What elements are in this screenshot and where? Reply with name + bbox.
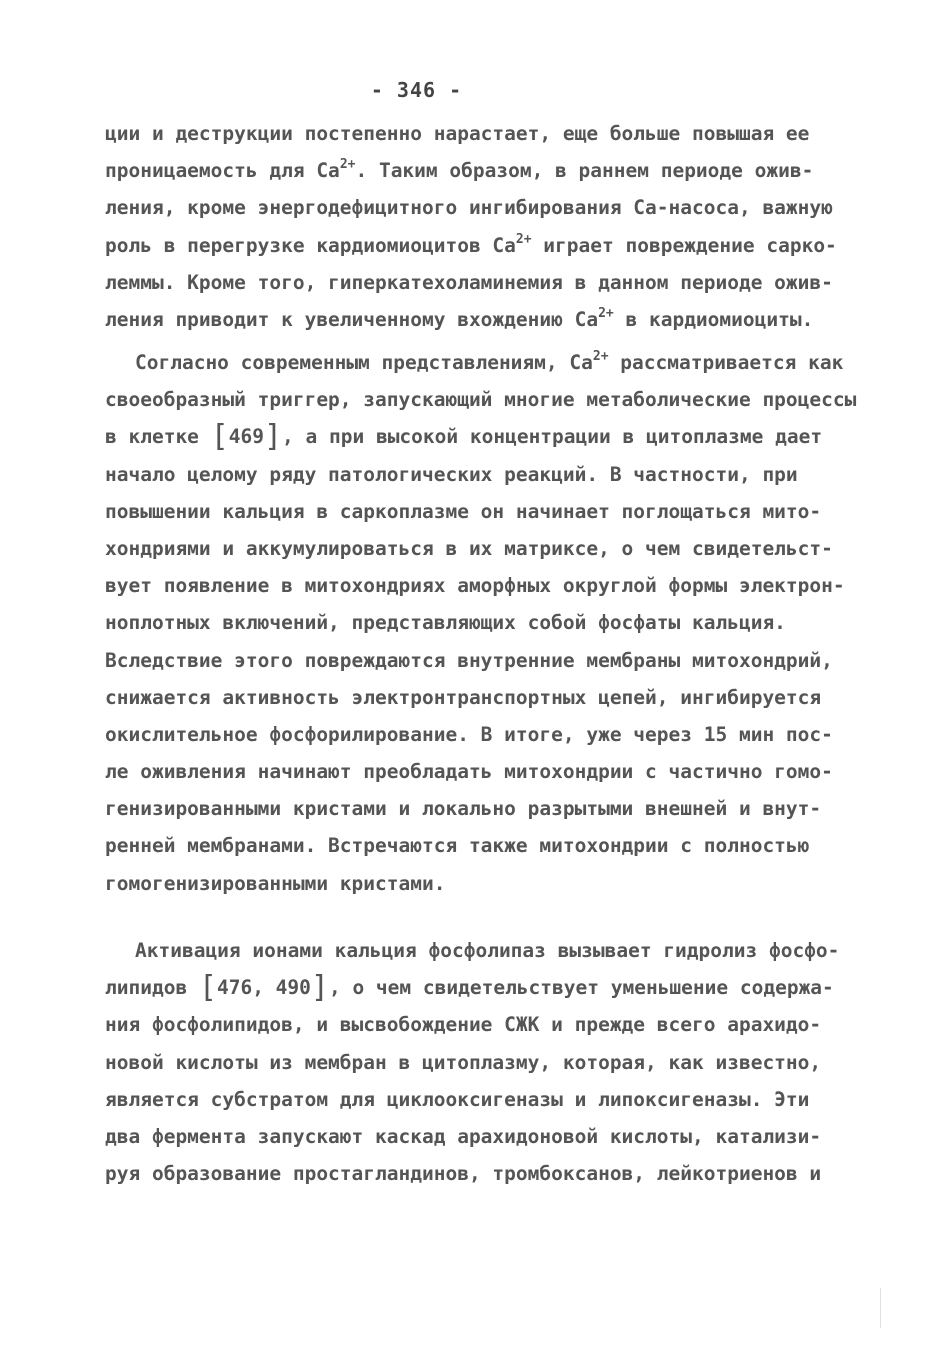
scan-margin-mark: [880, 1288, 881, 1328]
superscript: 2+: [598, 305, 614, 321]
text-line: Согласно современным представлениям, $Ca^{2+}$ рассматривается как: [135, 349, 844, 374]
text-line: хондриями и аккумулироваться в их матриксе, о чем свидетельст-: [105, 536, 833, 560]
text-line: окислительное фосфорилирование. В итоге, уже через 15 мин пос-: [105, 722, 833, 746]
text-line: проницаемость для $Ca^{2+}$. Таким образом, в раннем периоде ожив-: [105, 157, 814, 183]
text-line: ции и деструкции постепенно нарастает, еще больше повышая ее: [105, 122, 810, 145]
text-line: руя образование простагландинов, тромбоксанов, лейкотриенов и: [105, 1162, 822, 1186]
text-line: леммы. Кроме того, гиперкатехоламинемия в данном периоде ожив-: [105, 270, 833, 294]
text-line: два фермента запускают каскад арахидоновой кислоты, катализи-: [105, 1124, 822, 1148]
text-line: в клетке [469], а при высокой концентрации в цитоплазме дает: [105, 419, 823, 455]
text-line: Вследствие этого повреждаются внутренние мембраны митохондрий,: [105, 648, 833, 672]
text-line: Активация ионами кальция фосфолипаз вызывает гидролиз фосфо-: [135, 939, 840, 962]
citation-reference: 469: [228, 425, 264, 449]
text-line: своеобразный триггер, запускающий многие метаболические процессы: [105, 388, 857, 412]
text-line: ренней мембранами. Встречаются также митохондрии с полностью: [105, 834, 810, 858]
superscript: 2+: [515, 231, 532, 247]
paragraph-2: [105, 344, 865, 902]
page-number: - 346 -: [370, 78, 463, 102]
text-line: повышении кальция в саркоплазме он начинает поглощаться мито-: [105, 499, 822, 523]
superscript: 2+: [339, 157, 356, 173]
citation-reference: 476, 490: [216, 976, 311, 1000]
text-line: липидов [476, 490], о чем свидетельствует уменьшение содержа-: [105, 970, 834, 1006]
paragraph-3: [105, 932, 865, 1192]
text-line: новой кислоты из мембран в цитоплазму, которая, как известно,: [105, 1050, 822, 1074]
text-line: ления приводит к увеличенному вхождению $Ca^{2+}$ в кардиомиоциты.: [105, 305, 814, 331]
text-line: гомогенизированными кристами.: [105, 871, 446, 895]
text-line: ле оживления начинают преобладать митохондрии с частично гомо-: [105, 760, 833, 784]
text-line: начало целому ряду патологических реакций. В частности, при: [105, 462, 798, 486]
text-line: ления, кроме энергодефицитного ингибирования Ca-насоса, важную: [105, 196, 833, 220]
paragraph-1: [105, 115, 865, 338]
text-line: является субстратом для циклооксигеназы и липоксигеназы. Эти: [105, 1087, 810, 1111]
text-line: роль в перегрузке кардиомиоцитов $Ca^{2+}$ играет повреждение сарко-: [105, 231, 837, 257]
text-line: генизированными кристами и локально разрытыми внешней и внут-: [105, 797, 822, 821]
text-line: вует появление в митохондриях аморфных округлой формы электрон-: [105, 574, 845, 598]
superscript: 2+: [592, 349, 609, 364]
text-line: ния фосфолипидов, и высвобождение СЖК и прежде всего арахидо-: [105, 1013, 822, 1037]
text-line: снижается активность электронтранспортных цепей, ингибируется: [105, 685, 822, 709]
text-line: ноплотных включений, представляющих собой фосфаты кальция.: [105, 611, 786, 635]
